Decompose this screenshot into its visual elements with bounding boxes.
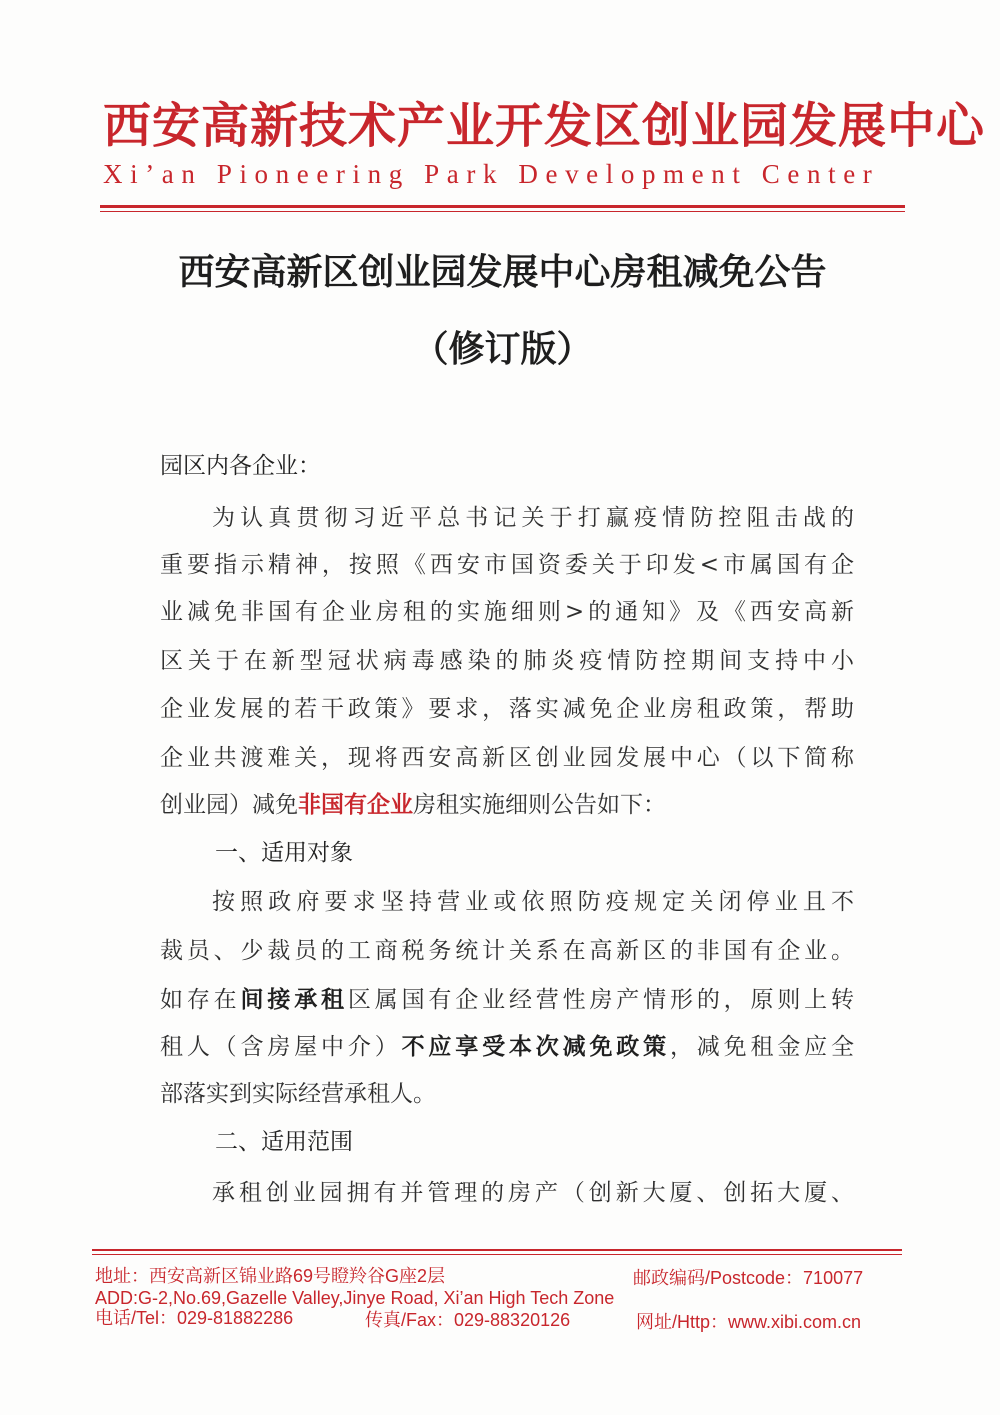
paragraph-text: 创业园）减免 bbox=[160, 792, 298, 818]
letterhead-divider-thick bbox=[100, 205, 905, 208]
letterhead-chinese-name: 西安高新技术产业开发区创业园发展中心 bbox=[103, 98, 986, 154]
paragraph-line bbox=[160, 787, 666, 823]
paragraph-line: 裁员、少裁员的工商税务统计关系在高新区的非国有企业。 bbox=[160, 938, 854, 964]
letterhead-divider-thin bbox=[100, 211, 905, 212]
paragraph-line: 业减免非国有企业房租的实施细则>的通知》及《西安高新 bbox=[160, 599, 854, 625]
footer-divider-thin bbox=[92, 1254, 902, 1255]
footer-tel: 电话/Tel：029-81882286 bbox=[95, 1308, 294, 1328]
section-heading: 一、适用对象 bbox=[215, 840, 353, 866]
paragraph-text: ，减免租金应全 bbox=[669, 1034, 855, 1060]
paragraph-line: 重要指示精神，按照《西安市国资委关于印发<市属国有企 bbox=[160, 552, 854, 578]
letterhead-english-name: Xi’an Pioneering Park Development Center bbox=[103, 159, 880, 189]
paragraph-text: 房租实施细则公告如下： bbox=[413, 792, 666, 818]
paragraph-line: 区关于在新型冠状病毒感染的肺炎疫情防控期间支持中小 bbox=[160, 648, 854, 674]
notice-title: 西安高新区创业园发展中心房租减免公告 bbox=[178, 251, 827, 293]
highlight-text-red: 非国有企业 bbox=[298, 792, 413, 818]
paragraph-text: 如存在 bbox=[160, 987, 241, 1013]
footer-website: 网址/Http：www.xibi.com.cn bbox=[636, 1312, 862, 1332]
paragraph-line: 部落实到实际经营承租人。 bbox=[160, 1081, 436, 1107]
paragraph-line: 为认真贯彻习近平总书记关于打赢疫情防控阻击战的 bbox=[212, 505, 854, 531]
footer-postcode: 邮政编码/Postcode：710077 bbox=[633, 1268, 864, 1288]
paragraph-line: 按照政府要求坚持营业或依照防疫规定关闭停业且不 bbox=[212, 889, 854, 915]
bold-text: 不应享受本次减免政策 bbox=[401, 1034, 670, 1060]
notice-subtitle: （修订版） bbox=[412, 328, 593, 370]
section-heading: 二、适用范围 bbox=[215, 1129, 353, 1155]
bold-text: 间接承租 bbox=[240, 987, 348, 1013]
paragraph-line: 企业共渡难关，现将西安高新区创业园发展中心（以下简称 bbox=[160, 745, 854, 771]
footer-divider-thick bbox=[92, 1249, 902, 1251]
paragraph-line: 企业发展的若干政策》要求，落实减免企业房租政策，帮助 bbox=[160, 696, 854, 722]
paragraph-line: 承租创业园拥有并管理的房产（创新大厦、创拓大厦、 bbox=[212, 1180, 854, 1206]
paragraph-line bbox=[160, 1029, 854, 1065]
footer-address-cn: 地址：西安高新区锦业路69号瞪羚谷G座2层 bbox=[95, 1266, 446, 1286]
paragraph-line bbox=[160, 982, 854, 1018]
paragraph-text: 区属国有企业经营性房产情形的，原则上转 bbox=[347, 987, 855, 1013]
salutation: 园区内各企业： bbox=[160, 453, 321, 479]
paragraph-text: 租人（含房屋中介） bbox=[160, 1034, 402, 1060]
footer-fax: 传真/Fax：029-88320126 bbox=[365, 1310, 571, 1330]
footer-address-en: ADD:G-2,No.69,Gazelle Valley,Jinye Road, Xi’an High Tech Zone bbox=[95, 1288, 615, 1308]
